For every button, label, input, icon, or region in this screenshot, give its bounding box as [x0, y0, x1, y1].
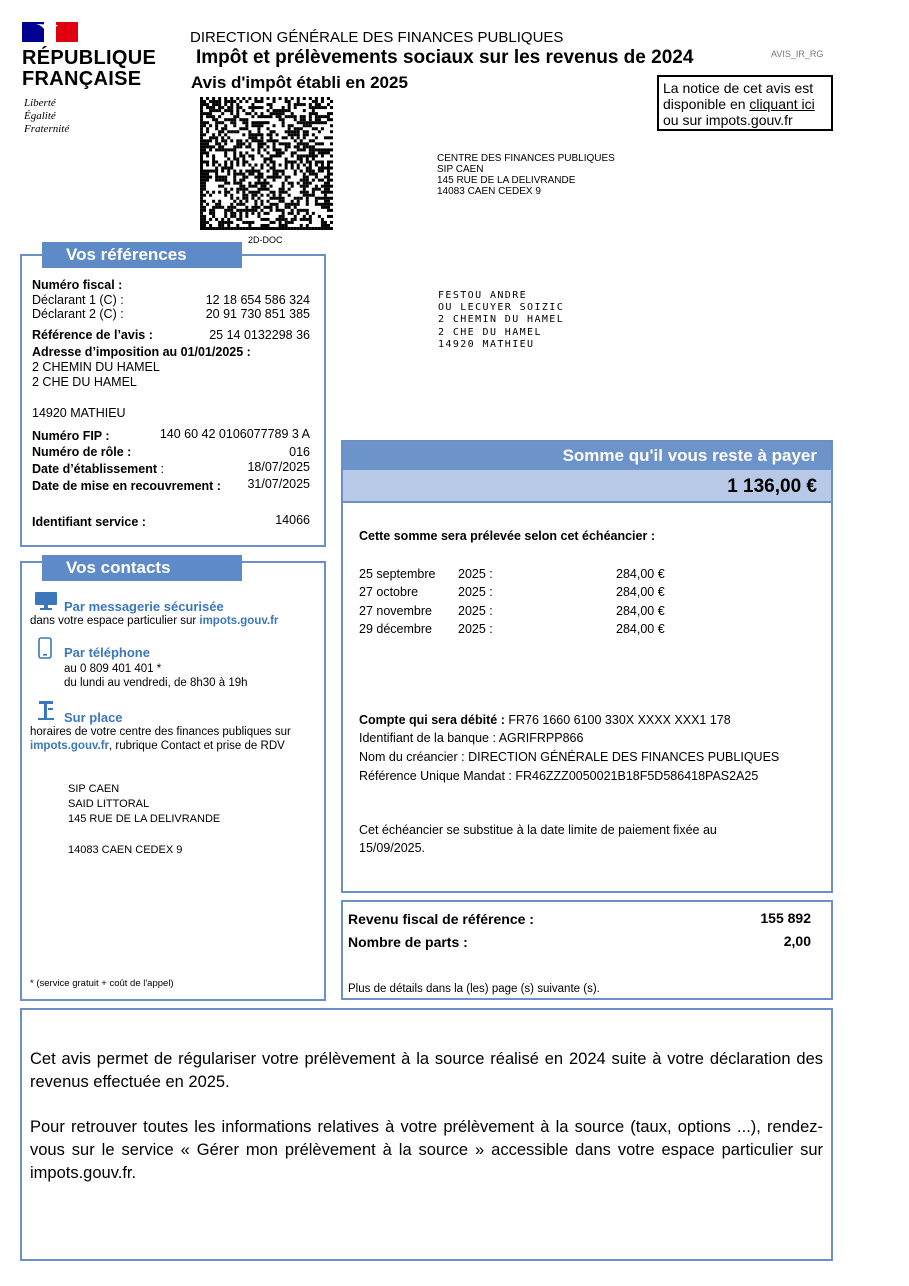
office-line: 14083 CAEN CEDEX 9 [68, 844, 183, 856]
sender-line: SIP CAEN [437, 164, 484, 175]
schedule-note: Cet échéancier se substitue à la date limite de paiement fixée au [359, 823, 717, 837]
impots-link[interactable]: impots.gouv.fr [199, 615, 279, 627]
motto-liberte: Liberté [24, 97, 56, 109]
debit-account-label: Compte qui sera débité : [359, 713, 505, 727]
onsite-rdv-text: , rubrique Contact et prise de RDV [109, 740, 285, 752]
service-id-value: 14066 [275, 513, 310, 527]
office-line: SAID LITTORAL [68, 798, 150, 810]
phone-number: au 0 809 401 401 * [64, 663, 162, 675]
schedule-amount: 284,00 € [616, 567, 665, 581]
notice-line-2: disponible en [663, 96, 750, 112]
sender-line: 14083 CAEN CEDEX 9 [437, 186, 541, 197]
schedule-amount: 284,00 € [616, 622, 665, 636]
schedule-year: 2025 : [458, 585, 493, 599]
issue-date-label [32, 462, 164, 477]
declarant1-label: Déclarant 1 (C) : [32, 293, 124, 307]
info-paragraph-1: Cet avis permet de régulariser votre prélèvement à la source réalisé en 2024 suite à votre déclaration des revenus effectuée en 2025. [30, 1050, 823, 1091]
parts-value: 2,00 [783, 933, 811, 949]
rfr-value: 155 892 [760, 910, 811, 926]
document-code: AVIS_IR_RG [771, 49, 824, 59]
schedule-year: 2025 : [458, 622, 493, 636]
tax-address-line: 2 CHE DU HAMEL [32, 375, 137, 389]
document-title: Impôt et prélèvements sociaux sur les revenus de 2024 [196, 47, 694, 68]
schedule-note-date: 15/09/2025. [359, 841, 426, 855]
rfr-label: Revenu fiscal de référence : [348, 911, 534, 927]
notice-box [657, 75, 833, 131]
sender-line: CENTRE DES FINANCES PUBLIQUES [437, 153, 615, 164]
mandate-reference: Référence Unique Mandat : FR46ZZZ0050021B18F5D586418PAS2A25 [359, 769, 759, 783]
collection-date-label: Date de mise en recouvrement : [32, 479, 221, 493]
schedule-date: 29 décembre [359, 622, 432, 636]
onsite-contact-text [30, 739, 285, 753]
recipient-line: 14920 MATHIEU [438, 338, 535, 350]
revenue-box [341, 900, 833, 1000]
payment-box [341, 440, 833, 893]
building-icon [36, 699, 56, 721]
sender-address [437, 153, 615, 197]
contacts-tab: Vos contacts [42, 555, 242, 581]
document-subtitle: Avis d'impôt établi en 2025 [191, 73, 408, 92]
motto-fraternite: Fraternité [24, 123, 70, 135]
phone-footnote: * (service gratuit + coût de l'appel) [30, 978, 174, 989]
contacts-box [20, 558, 326, 1001]
declarant2-label: Déclarant 2 (C) : [32, 307, 124, 321]
secure-messaging-label: Par messagerie sécurisée [64, 599, 224, 614]
recipient-line: OU LECUYER SOIZIC [438, 302, 565, 314]
datamatrix-label: 2D-DOC [248, 235, 283, 245]
schedule-amount: 284,00 € [616, 585, 665, 599]
payment-header: Somme qu'il vous reste à payer [343, 442, 831, 470]
schedule-date: 27 novembre [359, 604, 432, 618]
collection-date-value: 31/07/2025 [247, 477, 310, 491]
references-tab: Vos références [42, 242, 242, 268]
fip-value: 140 60 42 0106077789 3 A [159, 427, 310, 441]
onsite-label: Sur place [64, 710, 123, 725]
schedule-year: 2025 : [458, 567, 493, 581]
schedule-amount: 284,00 € [616, 604, 665, 618]
sender-line: 145 RUE DE LA DELIVRANDE [437, 175, 576, 186]
schedule-year: 2025 : [458, 604, 493, 618]
notice-line-3: ou sur impots.gouv.fr [663, 112, 793, 128]
logo-motto [24, 97, 69, 136]
service-id-label: Identifiant service : [32, 515, 146, 529]
role-value: 016 [289, 445, 310, 459]
office-line: 145 RUE DE LA DELIVRANDE [68, 813, 221, 825]
declarant2-value: 20 91 730 851 385 [205, 307, 310, 321]
marianne-flag-icon [22, 22, 78, 42]
more-details: Plus de détails dans la (les) page (s) suivante (s). [348, 983, 600, 995]
impots-link[interactable]: impots.gouv.fr [30, 740, 110, 752]
notice-line-1: La notice de cet avis est [663, 80, 814, 96]
republic-logo-title [22, 48, 156, 90]
office-line: SIP CAEN [68, 783, 120, 795]
tax-address-line: 14920 MATHIEU [32, 406, 126, 420]
bank-id: Identifiant de la banque : AGRIFRPP866 [359, 731, 584, 745]
notice-reference-label: Référence de l’avis : [32, 328, 153, 342]
notice-link[interactable]: cliquant ici [749, 96, 815, 112]
tax-address-label: Adresse d’imposition au 01/01/2025 : [32, 345, 251, 359]
creditor-name: Nom du créancier : DIRECTION GÉNÉRALE DES FINANCES PUBLIQUES [359, 750, 780, 764]
phone-hours: du lundi au vendredi, de 8h30 à 19h [64, 677, 248, 689]
debit-account-value: FR76 1660 6100 330X XXXX XXX1 178 [504, 713, 731, 727]
issue-date-label-text: Date d’établissement [32, 462, 158, 476]
recipient-line: 2 CHE DU HAMEL [438, 326, 542, 338]
declarant1-value: 12 18 654 586 324 [205, 293, 310, 307]
schedule-intro: Cette somme sera prélevée selon cet échéancier : [359, 529, 655, 543]
info-paragraph-2: Pour retrouver toutes les informations relatives à votre prélèvement à la source (taux, options ...), rendez-vous sur le service « Gérer mon prélèvement à la source » accessible dans votre espace particulier sur impots.gouv.fr. [30, 1118, 823, 1182]
schedule-date: 25 septembre [359, 567, 436, 581]
fip-label: Numéro FIP : [32, 429, 110, 443]
schedule-date: 27 octobre [359, 585, 419, 599]
datamatrix-code [200, 97, 333, 230]
motto-egalite: Égalité [24, 110, 56, 122]
info-box [20, 1008, 833, 1261]
fiscal-number-label: Numéro fiscal : [32, 278, 123, 292]
notice-reference-value: 25 14 0132298 36 [209, 328, 310, 342]
monitor-icon [34, 591, 58, 611]
references-box [20, 245, 326, 547]
debit-account [359, 713, 731, 728]
role-label: Numéro de rôle : [32, 445, 132, 459]
secure-messaging-desc: dans votre espace particulier sur [30, 615, 200, 627]
recipient-address [438, 290, 564, 351]
direction-heading: DIRECTION GÉNÉRALE DES FINANCES PUBLIQUES [190, 29, 564, 46]
logo-line-1: RÉPUBLIQUE [22, 47, 157, 69]
recipient-line: FESTOU ANDRE [438, 290, 528, 301]
onsite-hours-text: horaires de votre centre des finances publiques sur [30, 726, 291, 738]
issue-date-value: 18/07/2025 [247, 460, 310, 474]
phone-label: Par téléphone [64, 645, 150, 660]
phone-icon [38, 637, 52, 659]
parts-label: Nombre de parts : [348, 934, 468, 950]
recipient-line: 2 CHEMIN DU HAMEL [438, 314, 565, 326]
secure-messaging-text [30, 614, 278, 628]
tax-address-line: 2 CHEMIN DU HAMEL [32, 360, 160, 374]
issue-date-colon: : [157, 462, 164, 476]
logo-line-2: FRANÇAISE [22, 68, 142, 90]
payment-amount: 1 136,00 € [343, 470, 831, 503]
